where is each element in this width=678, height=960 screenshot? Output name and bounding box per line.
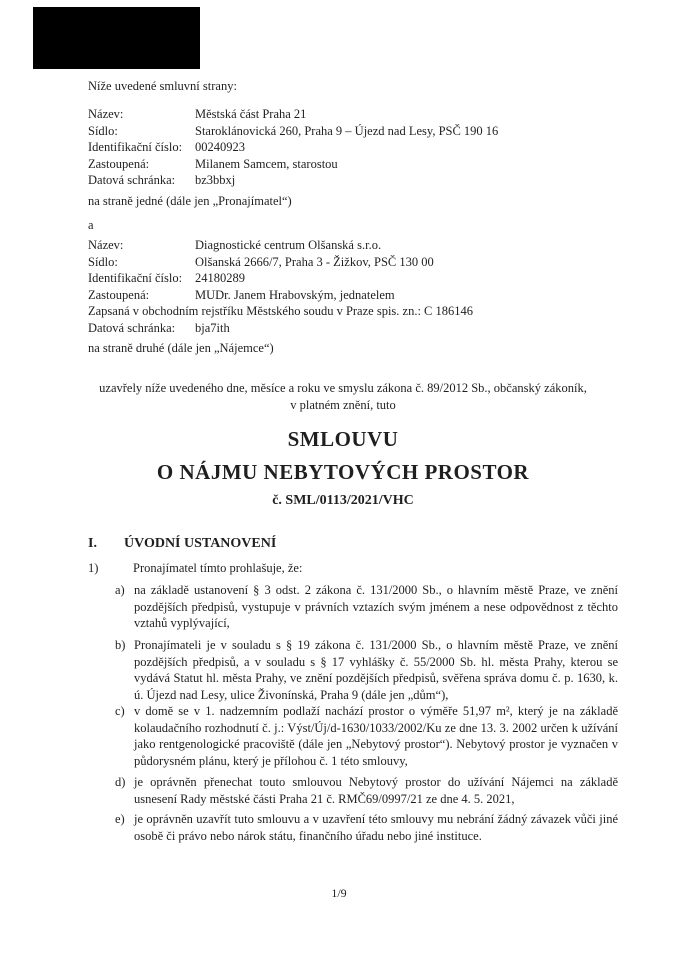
section-title: ÚVODNÍ USTANOVENÍ [124, 536, 277, 551]
party-one-block [88, 106, 620, 189]
party-field-row [88, 254, 620, 271]
registry-line: Zapsaná v obchodním rejstříku Městského soudu v Praze spis. zn.: C 186146 [88, 304, 474, 319]
list-item-marker: c) [115, 704, 125, 718]
preamble [68, 380, 618, 413]
party-field-row [88, 123, 620, 140]
page-number: 1/9 [331, 886, 347, 900]
list-item-text: Pronajímateli je v souladu s § 19 zákona č. 131/2000 Sb., o hlavním městě Praze, ve znění pozdějších předpisů, a v souladu s § 17 vyhlášky č. 55/2000 Sb. hl. města Prahy, kterou se vydává Statut hl. města Prahy, ve znění pozdějších předpisů, svěřena správa domu č. p. 1630, k. ú. Újezd nad Lesy, ulice Živonínská, Praha 9 (dále jen „dům“), [134, 638, 618, 702]
list-item-text: v domě se v 1. nadzemním podlaží nachází prostor o výměře 51,97 m², který je na základě kolaudačního rozhodnutí č. j.: Výst/Új/d-1630/1033/2002/Ku ze dne 13. 3. 2002 určen k užívání jako rentgenologické pracoviště (dále jen „Nebytový prostor“). Nebytový prostor je vyznačen v půdorysném plánu, který je přílohou č. 1 této smlouvy, [134, 704, 618, 768]
list-item-text: na základě ustanovení § 3 odst. 2 zákona č. 131/2000 Sb., o hlavním městě Praze, ve znění pozdějších předpisů, vystupuje v právních vztazích svým jménem a nese odpovědnost z těchto vztahů vyplývající, [134, 583, 618, 631]
conjunction-line: a [88, 218, 94, 232]
field-label: Název: [88, 107, 124, 121]
party-field-row [88, 287, 620, 304]
clause-marker: 1) [88, 561, 99, 575]
field-label: Sídlo: [88, 123, 118, 138]
field-value: Diagnostické centrum Olšanská s.r.o. [195, 238, 382, 252]
field-value: Staroklánovická 260, Praha 9 – Újezd nad Lesy, PSČ 190 16 [195, 123, 499, 138]
field-value: Městská část Praha 21 [195, 107, 307, 121]
list-item-d [115, 774, 618, 807]
list-item-a [115, 582, 618, 632]
field-label: Datová schránka: [88, 173, 176, 188]
party-one-closing-line: na straně jedné (dále jen „Pronajímatel“) [88, 194, 292, 208]
list-item-marker: e) [115, 812, 125, 826]
field-value: 00240923 [195, 140, 245, 155]
list-item-marker: a) [115, 583, 125, 597]
field-label: Zastoupená: [88, 287, 150, 302]
field-value: 24180289 [195, 271, 245, 286]
list-item-marker: b) [115, 638, 126, 652]
field-value: Milanem Samcem, starostou [195, 156, 338, 171]
field-label: Sídlo: [88, 254, 118, 269]
field-label: Název: [88, 238, 124, 252]
field-label: Identifikační číslo: [88, 271, 183, 286]
contract-title-line-1: SMLOUVU [287, 427, 399, 451]
field-value: bja7ith [195, 320, 230, 335]
list-item-e [115, 811, 618, 844]
field-value: MUDr. Janem Hrabovským, jednatelem [195, 287, 395, 302]
contract-number: č. SML/0113/2021/VHC [272, 493, 414, 508]
field-label: Datová schránka: [88, 320, 176, 335]
party-two-block [88, 237, 620, 337]
intro-line: Níže uvedené smluvní strany: [88, 79, 237, 93]
party-field-row [88, 237, 620, 254]
field-value: Olšanská 2666/7, Praha 3 - Žižkov, PSČ 130 00 [195, 254, 434, 269]
list-item-marker: d) [115, 775, 126, 789]
party-field-row [88, 139, 620, 156]
field-label: Identifikační číslo: [88, 140, 183, 155]
field-label: Zastoupená: [88, 156, 150, 171]
list-item-text: je oprávněn přenechat touto smlouvou Nebytový prostor do užívání Nájemci na základě usnesení Rady městské části Praha 21 č. RMČ69/0997/21 ze dne 4. 5. 2021, [134, 775, 618, 806]
field-value: bz3bbxj [195, 173, 236, 188]
party-field-row [88, 270, 620, 287]
party-two-closing-line: na straně druhé (dále jen „Nájemce“) [88, 341, 274, 355]
preamble-line-2: v platném znění, tuto [290, 397, 396, 412]
list-item-b [115, 637, 618, 703]
clause-1 [88, 560, 620, 577]
section-numeral: I. [88, 536, 97, 551]
party-field-row [88, 172, 620, 189]
party-field-row [88, 156, 620, 173]
section-heading-i [88, 536, 620, 553]
list-item-c [115, 703, 618, 769]
party-field-row [88, 106, 620, 123]
redacted-letterhead-block [33, 7, 200, 69]
contract-title-block [68, 427, 618, 509]
clause-text: Pronajímatel tímto prohlašuje, že: [133, 561, 303, 575]
party-field-row [88, 320, 620, 337]
preamble-line-1: uzavřely níže uvedeného dne, měsíce a roku ve smyslu zákona č. 89/2012 Sb., občanský zákoník, [99, 381, 587, 395]
list-item-text: je oprávněn uzavřít tuto smlouvu a v uzavření této smlouvy mu nebrání žádný závazek vůči jiné osobě či právo nebo nárok státu, finančního úřadu nebo jiné instituce. [134, 812, 618, 843]
contract-title-line-2: O NÁJMU NEBYTOVÝCH PROSTOR [156, 460, 530, 484]
